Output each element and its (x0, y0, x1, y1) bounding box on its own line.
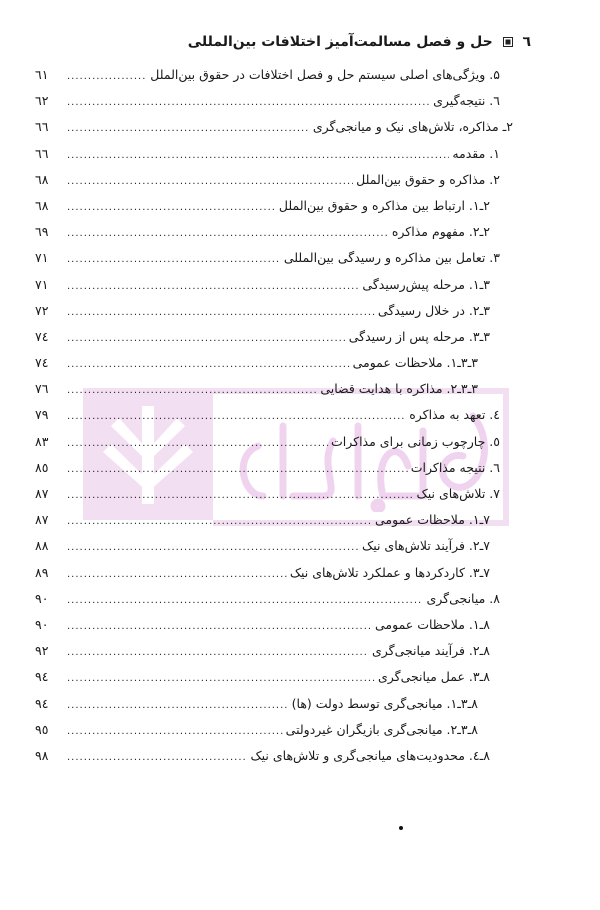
toc-entry[interactable] (35, 691, 500, 717)
toc-entry-title: ٥. چارچوب زمانی برای مذاکرات (331, 433, 500, 449)
toc-entry-page: ٨٣ (35, 433, 49, 449)
toc-entry-page: ٩٢ (35, 643, 49, 659)
dot-leader (67, 614, 372, 640)
toc-entry-title: ٨ـ١. ملاحظات عمومی (375, 616, 490, 632)
toc-entry-page: ٨٧ (35, 486, 49, 501)
toc-entry-page: ٨٥ (35, 459, 49, 475)
toc-entry[interactable] (35, 533, 500, 559)
toc-entry-title: ٣ـ١. مرحله پیش‌رسیدگی (362, 276, 490, 292)
toc-entry-title: ٨ـ٣. عمل میانجی‌گری (377, 669, 490, 685)
toc-entry[interactable] (35, 429, 500, 455)
toc-entry-page: ٩٠ (35, 590, 49, 606)
toc-entry[interactable] (35, 219, 500, 245)
toc-entry[interactable] (35, 402, 500, 428)
dot-leader (67, 143, 449, 169)
dot-leader (67, 352, 350, 378)
dot-leader (67, 116, 310, 142)
toc-entry-title: ١. مقدمه (452, 145, 500, 161)
toc-entry-page: ٧٢ (35, 302, 49, 318)
toc-entry-title: ٧. تلاش‌های نیک (416, 486, 500, 501)
dot-leader (67, 247, 281, 273)
toc-entry-page: ٦٨ (35, 197, 49, 213)
toc-entry[interactable] (35, 88, 500, 114)
toc-entry-page: ٩٨ (35, 747, 49, 763)
toc-entry-page: ٧٩ (35, 407, 49, 423)
toc-entry[interactable] (35, 481, 500, 507)
toc-entry-page: ٧٤ (35, 355, 49, 371)
toc-entry-page: ٩٠ (35, 616, 49, 632)
dot-leader (67, 483, 414, 509)
toc-entry-page: ٩٥ (35, 721, 49, 737)
toc-entry-page: ٦٢ (35, 93, 49, 109)
toc-entry-page: ٦٩ (35, 224, 49, 240)
toc-entry-title: ٧ـ١. ملاحظات عمومی (375, 512, 490, 528)
toc-entry[interactable] (35, 638, 500, 664)
dot-leader (67, 535, 359, 561)
dot-leader (67, 326, 346, 352)
header-book-title: حل و فصل مسالمت‌آمیز اختلافات بین‌المللی (187, 34, 493, 50)
dot-leader (67, 562, 287, 588)
toc-entry-title: ٣. تعامل بین مذاکره و رسیدگی بین‌المللی (283, 250, 500, 266)
dot-leader (67, 195, 276, 221)
header-page-number: ٦ (522, 34, 531, 50)
toc-entry-page: ٦١ (35, 67, 49, 82)
toc-entry-page: ٧١ (35, 250, 49, 266)
toc-entry-title: ٢ـ٢. مفهوم مذاکره (391, 224, 490, 240)
toc-entry-page: ٧٦ (35, 381, 49, 397)
toc-entry-title: ۵. ویژگی‌های اصلی سیستم حل و فصل اختلافات در حقوق بین‌الملل (150, 67, 500, 82)
dot-leader (67, 300, 375, 326)
toc-entry-title: ٣ـ٣ـ٢. مذاکره با هدایت قضایی (320, 381, 478, 397)
dot-leader (67, 404, 406, 430)
square-bullet-icon (503, 37, 513, 47)
toc-entry[interactable] (35, 560, 500, 586)
toc-entry-title: ٦. نتیجه مذاکرات (410, 459, 500, 475)
toc-entry[interactable] (35, 455, 500, 481)
toc-entry-page: ٨٧ (35, 512, 49, 528)
toc-entry-page: ٦٦ (35, 119, 49, 135)
toc-entry-title: ٧ـ٣. کاردکردها و عملکرد تلاش‌های نیک (289, 564, 490, 580)
toc-entry[interactable] (35, 245, 500, 271)
dot-leader (67, 693, 289, 719)
toc-entry[interactable] (35, 114, 513, 140)
toc-entry-title: ٨ـ٤. محدودیت‌های میانجی‌گری و تلاش‌های نیک (250, 747, 490, 763)
dot-leader (67, 745, 247, 771)
toc-entry-title: ٣ـ٣. مرحله پس از رسیدگی (348, 328, 490, 344)
toc-entry-page: ٧٤ (35, 328, 49, 344)
toc-entry-title: ٨ـ٣ـ٢. میانجی‌گری بازیگران غیردولتی (285, 721, 478, 737)
toc-entry-title: ٨. میانجی‌گری (426, 590, 500, 606)
dot-leader (67, 378, 317, 404)
dot-leader (67, 274, 359, 300)
toc-entry-page: ٨٨ (35, 538, 49, 554)
dot-leader (67, 169, 353, 195)
toc-entry-title: ٢. مذاکره و حقوق بین‌الملل (356, 171, 500, 187)
toc-entry[interactable] (35, 324, 500, 350)
dot-leader (67, 509, 372, 535)
toc-entry-title: ٤. تعهد به مذاکره (409, 407, 500, 423)
toc-entry-title: ٦. نتیجه‌گیری (433, 93, 500, 109)
toc-entry-title: ٨ـ٣ـ١. میانجی‌گری توسط دولت (ها) (291, 695, 478, 711)
toc-entry-title: ٨ـ٢. فرآیند میانجی‌گری (371, 643, 490, 659)
toc-entry-title: ٣ـ٣ـ١. ملاحظات عمومی (352, 355, 478, 371)
dot-leader (67, 666, 375, 692)
toc-entry[interactable] (35, 612, 500, 638)
dot-leader (67, 90, 430, 116)
toc-entry-title: ٢ـ مذاکره، تلاش‌های نیک و میانجی‌گری (312, 119, 513, 135)
toc-entry[interactable] (35, 586, 500, 612)
toc-entry[interactable] (35, 141, 500, 167)
dot-leader (67, 719, 283, 745)
dot-leader (67, 64, 147, 90)
toc-entry-title: ٣ـ٢. در خلال رسیدگی (377, 302, 490, 318)
dot-leader (67, 640, 369, 666)
toc-entry-title: ٧ـ٢. فرآیند تلاش‌های نیک (362, 538, 490, 554)
toc-entry[interactable] (35, 743, 500, 769)
toc-entry-page: ٩٤ (35, 695, 49, 711)
dot-leader (67, 221, 389, 247)
toc-entry[interactable] (35, 717, 500, 743)
toc-entry-page: ٦٦ (35, 145, 49, 161)
toc-entry[interactable] (35, 664, 500, 690)
running-header (188, 34, 531, 50)
toc-entry[interactable] (35, 350, 500, 376)
page-bottom-dot (399, 826, 403, 830)
dot-leader (67, 431, 328, 457)
toc-entry[interactable] (35, 62, 500, 88)
toc-entry-page: ٦٨ (35, 171, 49, 187)
toc-entry[interactable] (35, 193, 500, 219)
toc-entry[interactable] (35, 272, 500, 298)
toc-entry-title: ٢ـ١. ارتباط بین مذاکره و حقوق بین‌الملل (278, 197, 490, 213)
toc-entry-page: ٩٤ (35, 669, 49, 685)
toc-entry-page: ٨٩ (35, 564, 49, 580)
dot-leader (67, 457, 408, 483)
table-of-contents (35, 62, 513, 769)
toc-entry-page: ٧١ (35, 276, 49, 292)
dot-leader (67, 588, 423, 614)
toc-entry[interactable] (35, 298, 500, 324)
toc-entry[interactable] (35, 167, 500, 193)
toc-entry[interactable] (35, 376, 500, 402)
toc-entry[interactable] (35, 507, 500, 533)
